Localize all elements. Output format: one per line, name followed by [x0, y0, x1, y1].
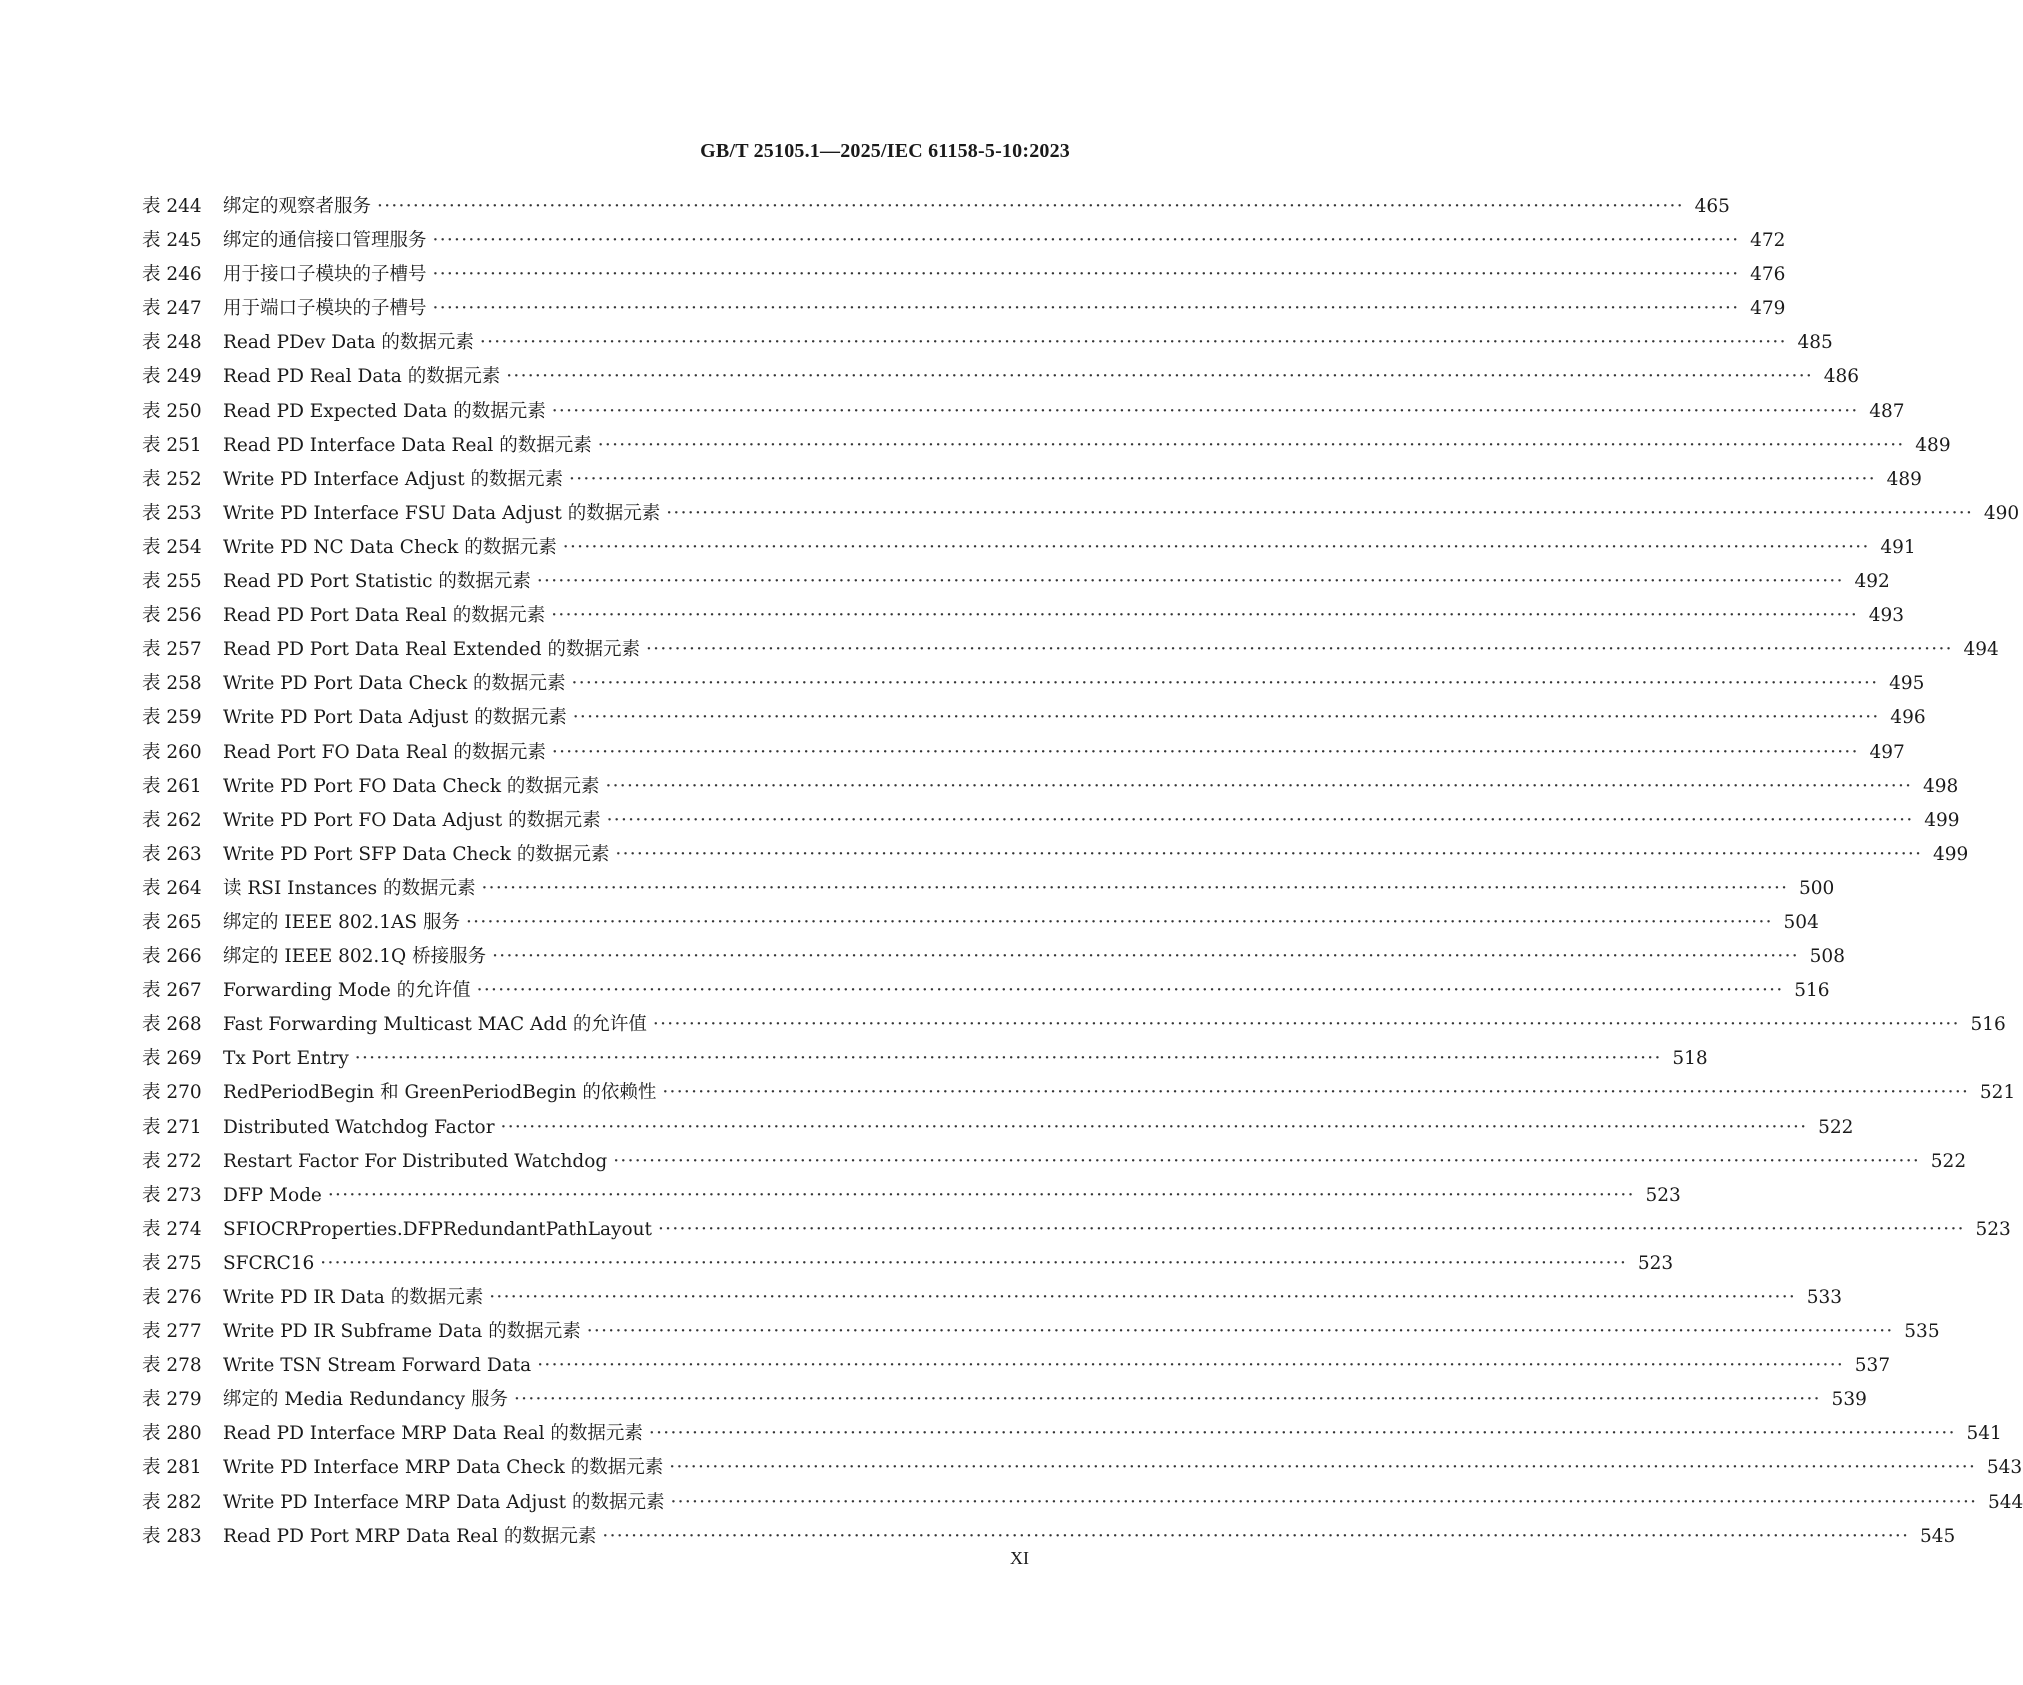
toc-entry[interactable] [142, 772, 1959, 806]
dot-leader [492, 946, 1799, 968]
dot-leader [489, 1287, 1796, 1309]
toc-entry[interactable] [142, 1419, 2002, 1453]
table-number: 表 245 [142, 230, 202, 252]
table-number: 表 253 [142, 502, 202, 524]
table-title: Write PD Port FO Data Adjust 的数据元素 [223, 809, 601, 831]
entry-page-number: 472 [1750, 230, 1786, 252]
table-title: Write PD NC Data Check 的数据元素 [223, 536, 557, 558]
table-number: 表 250 [142, 400, 202, 422]
toc-entry[interactable] [142, 1078, 2016, 1112]
table-list-of-contents [142, 192, 2023, 1556]
table-title: Write PD IR Subframe Data 的数据元素 [223, 1321, 581, 1343]
table-number: 表 274 [142, 1218, 202, 1240]
table-number: 表 256 [142, 605, 202, 627]
dot-leader [481, 878, 1788, 900]
table-number: 表 258 [142, 673, 202, 695]
table-title: Write PD Port SFP Data Check 的数据元素 [223, 843, 610, 865]
table-number: 表 259 [142, 707, 202, 729]
table-number: 表 265 [142, 911, 202, 933]
toc-entry[interactable] [142, 431, 1951, 465]
toc-entry[interactable] [142, 942, 1845, 976]
toc-entry[interactable] [142, 499, 2020, 533]
table-number: 表 252 [142, 468, 202, 490]
dot-leader [615, 844, 1922, 866]
table-title: 绑定的 Media Redundancy 服务 [223, 1389, 508, 1411]
toc-entry[interactable] [142, 669, 1925, 703]
entry-page-number: 499 [1932, 843, 1969, 865]
toc-entry[interactable] [142, 976, 1830, 1010]
table-number: 表 246 [142, 264, 202, 286]
table-title: Read PD Expected Data 的数据元素 [223, 400, 546, 422]
toc-entry[interactable] [142, 1181, 1681, 1215]
dot-leader [669, 1457, 1976, 1479]
dot-leader [506, 366, 1813, 388]
entry-page-number: 496 [1890, 707, 1926, 729]
toc-entry[interactable] [142, 567, 1890, 601]
dot-leader [480, 332, 1787, 354]
table-number: 表 254 [142, 536, 202, 558]
dot-leader [433, 230, 1740, 252]
table-number: 表 251 [142, 434, 202, 456]
toc-entry[interactable] [142, 192, 1730, 226]
dot-leader [572, 673, 1879, 695]
entry-page-number: 499 [1924, 809, 1960, 831]
dot-leader [328, 1185, 1635, 1207]
table-title: Read PD Port Data Real Extended 的数据元素 [223, 639, 640, 661]
table-number: 表 271 [142, 1116, 202, 1138]
toc-entry[interactable] [142, 1215, 2011, 1249]
dot-leader [501, 1117, 1808, 1139]
dot-leader [552, 742, 1859, 764]
table-number: 表 257 [142, 639, 202, 661]
table-title: Write PD Port Data Adjust 的数据元素 [223, 707, 567, 729]
dot-leader [466, 912, 1773, 934]
toc-entry[interactable] [142, 1385, 1867, 1419]
entry-page-number: 522 [1818, 1116, 1854, 1138]
table-title: 绑定的观察者服务 [223, 196, 372, 217]
entry-page-number: 476 [1750, 264, 1786, 286]
entry-page-number: 489 [1915, 434, 1951, 456]
toc-entry[interactable] [142, 260, 1786, 294]
entry-page-number: 504 [1783, 911, 1819, 933]
entry-page-number: 533 [1806, 1287, 1843, 1308]
table-title: Read PD Port Statistic 的数据元素 [223, 571, 531, 593]
entry-page-number: 487 [1869, 400, 1905, 422]
toc-entry[interactable] [142, 1453, 2023, 1487]
table-number: 表 282 [142, 1491, 202, 1513]
table-number: 表 255 [142, 571, 202, 593]
entry-page-number: 523 [1637, 1252, 1674, 1274]
toc-entry[interactable] [142, 874, 1835, 908]
dot-leader [649, 1423, 1956, 1445]
entry-page-number: 494 [1963, 639, 1999, 661]
table-title: 读 RSI Instances 的数据元素 [223, 877, 476, 899]
table-number: 表 261 [142, 775, 202, 797]
table-number: 表 279 [142, 1389, 202, 1411]
dot-leader [537, 1355, 1844, 1377]
table-number: 表 278 [142, 1355, 202, 1377]
table-title: Tx Port Entry [223, 1048, 349, 1070]
table-title: Read PD Port Data Real 的数据元素 [223, 605, 546, 627]
table-title: SFCRC16 [223, 1252, 315, 1274]
table-title: 绑定的 IEEE 802.1Q 桥接服务 [223, 946, 487, 968]
dot-leader [605, 776, 1912, 798]
dot-leader [646, 639, 1953, 661]
dot-leader [537, 571, 1844, 593]
entry-page-number: 535 [1904, 1321, 1940, 1343]
table-number: 表 260 [142, 741, 202, 763]
toc-entry[interactable] [142, 908, 1819, 942]
dot-leader [569, 469, 1876, 491]
dot-leader [658, 1219, 1965, 1241]
entry-page-number: 493 [1868, 605, 1905, 627]
table-title: 绑定的 IEEE 802.1AS 服务 [223, 911, 460, 933]
entry-page-number: 495 [1889, 673, 1925, 695]
entry-page-number: 465 [1694, 196, 1730, 217]
table-title: RedPeriodBegin 和 GreenPeriodBegin 的依赖性 [223, 1082, 657, 1104]
entry-page-number: 489 [1886, 468, 1922, 490]
table-title: Write TSN Stream Forward Data [223, 1355, 532, 1377]
table-number: 表 277 [142, 1321, 202, 1343]
table-title: Write PD Port FO Data Check 的数据元素 [223, 775, 600, 797]
entry-page-number: 543 [1986, 1457, 2023, 1479]
dot-leader [587, 1321, 1894, 1343]
table-number: 表 272 [142, 1150, 202, 1172]
dot-leader [607, 810, 1914, 832]
table-title: Write PD Port Data Check 的数据元素 [223, 673, 566, 695]
table-title: Forwarding Mode 的允许值 [223, 980, 471, 1002]
table-title: Fast Forwarding Multicast MAC Add 的允许值 [223, 1014, 647, 1036]
toc-entry[interactable] [142, 703, 1926, 737]
dot-leader [602, 1526, 1909, 1548]
dot-leader [552, 401, 1859, 423]
entry-page-number: 537 [1854, 1355, 1891, 1377]
dot-leader [551, 605, 1858, 627]
table-number: 表 269 [142, 1048, 202, 1070]
dot-leader [573, 707, 1880, 729]
toc-entry[interactable] [142, 362, 1860, 396]
entry-page-number: 522 [1930, 1150, 1967, 1172]
entry-page-number: 523 [1975, 1218, 2011, 1240]
entry-page-number: 523 [1645, 1184, 1681, 1206]
entry-page-number: 490 [1983, 502, 2020, 524]
entry-page-number: 486 [1823, 366, 1860, 388]
entry-page-number: 544 [1988, 1491, 2023, 1513]
dot-leader [666, 503, 1973, 525]
toc-entry[interactable] [142, 1351, 1891, 1385]
toc-entry[interactable] [142, 533, 1916, 567]
toc-entry[interactable] [142, 806, 1960, 840]
entry-page-number: 492 [1854, 571, 1890, 593]
dot-leader [477, 980, 1784, 1002]
table-number: 表 270 [142, 1082, 202, 1104]
table-title: Distributed Watchdog Factor [223, 1116, 495, 1138]
entry-page-number: 508 [1809, 946, 1845, 968]
table-title: Write PD Interface Adjust 的数据元素 [223, 468, 564, 490]
dot-leader [670, 1492, 1977, 1514]
toc-entry[interactable] [142, 1522, 1956, 1556]
dot-leader [598, 435, 1905, 457]
entry-page-number: 516 [1794, 980, 1830, 1002]
entry-page-number: 497 [1869, 741, 1905, 763]
table-title: Read Port FO Data Real 的数据元素 [223, 741, 546, 763]
dot-leader [514, 1389, 1821, 1411]
toc-entry[interactable] [142, 1488, 2023, 1522]
table-title: Write PD Interface MRP Data Check 的数据元素 [223, 1457, 664, 1479]
toc-entry[interactable] [142, 294, 1786, 328]
toc-entry[interactable] [142, 397, 1905, 431]
toc-entry[interactable] [142, 1283, 1843, 1317]
table-title: Restart Factor For Distributed Watchdog [223, 1150, 608, 1172]
entry-page-number: 521 [1979, 1082, 2016, 1104]
toc-entry[interactable] [142, 1147, 1967, 1181]
toc-entry[interactable] [142, 738, 1905, 772]
entry-page-number: 500 [1799, 877, 1835, 899]
entry-page-number: 545 [1919, 1525, 1956, 1547]
dot-leader [653, 1014, 1960, 1036]
table-number: 表 247 [142, 298, 202, 320]
toc-entry[interactable] [142, 1113, 1854, 1147]
toc-entry[interactable] [142, 1044, 1708, 1078]
table-number: 表 267 [142, 980, 202, 1002]
dot-leader [563, 537, 1870, 559]
dot-leader [433, 264, 1740, 286]
entry-page-number: 518 [1672, 1048, 1708, 1070]
dot-leader [377, 196, 1684, 218]
entry-page-number: 491 [1880, 536, 1916, 558]
table-title: DFP Mode [223, 1184, 322, 1206]
toc-entry[interactable] [142, 328, 1833, 362]
table-title: 用于端口子模块的子槽号 [223, 298, 427, 320]
table-title: Write PD Interface MRP Data Adjust 的数据元素 [223, 1491, 665, 1513]
table-title: Read PDev Data 的数据元素 [223, 332, 474, 354]
standard-code-header: GB/T 25105.1—2025/IEC 61158-5-10:2023 [700, 140, 1070, 162]
table-title: Read PD Real Data 的数据元素 [223, 366, 501, 388]
table-title: Write PD Interface FSU Data Adjust 的数据元素 [223, 502, 661, 524]
toc-entry[interactable] [142, 1317, 1940, 1351]
toc-entry[interactable] [142, 465, 1922, 499]
table-number: 表 244 [142, 196, 202, 217]
table-number: 表 263 [142, 843, 202, 865]
table-title: Read PD Interface Data Real 的数据元素 [223, 434, 592, 456]
table-number: 表 280 [142, 1423, 202, 1445]
toc-entry[interactable] [142, 1010, 2006, 1044]
entry-page-number: 498 [1923, 775, 1959, 797]
toc-entry[interactable] [142, 1249, 1674, 1283]
table-title: 用于接口子模块的子槽号 [223, 264, 427, 286]
table-number: 表 281 [142, 1457, 202, 1479]
entry-page-number: 485 [1797, 332, 1833, 354]
table-number: 表 248 [142, 332, 202, 354]
table-number: 表 262 [142, 809, 202, 831]
table-title: Write PD IR Data 的数据元素 [223, 1287, 484, 1308]
table-title: Read PD Interface MRP Data Real 的数据元素 [223, 1423, 643, 1445]
toc-entry[interactable] [142, 840, 1969, 874]
dot-leader [433, 298, 1740, 320]
dot-leader [320, 1253, 1627, 1275]
toc-entry[interactable] [142, 226, 1786, 260]
toc-entry[interactable] [142, 601, 1905, 635]
table-number: 表 273 [142, 1184, 202, 1206]
entry-page-number: 479 [1750, 298, 1786, 320]
entry-page-number: 516 [1970, 1014, 2006, 1036]
table-number: 表 266 [142, 946, 202, 968]
table-title: Read PD Port MRP Data Real 的数据元素 [223, 1525, 597, 1547]
table-number: 表 276 [142, 1287, 202, 1308]
table-number: 表 275 [142, 1252, 202, 1274]
toc-entry[interactable] [142, 635, 1999, 669]
table-title: 绑定的通信接口管理服务 [223, 230, 427, 252]
entry-page-number: 541 [1966, 1423, 2002, 1445]
dot-leader [355, 1048, 1662, 1070]
table-number: 表 249 [142, 366, 202, 388]
table-number: 表 268 [142, 1014, 202, 1036]
table-number: 表 264 [142, 877, 202, 899]
entry-page-number: 539 [1831, 1389, 1867, 1411]
table-number: 表 283 [142, 1525, 202, 1547]
table-title: SFIOCRProperties.DFPRedundantPathLayout [223, 1218, 652, 1240]
page-number: XI [1010, 1548, 1029, 1568]
dot-leader [613, 1151, 1920, 1173]
dot-leader [662, 1082, 1969, 1104]
